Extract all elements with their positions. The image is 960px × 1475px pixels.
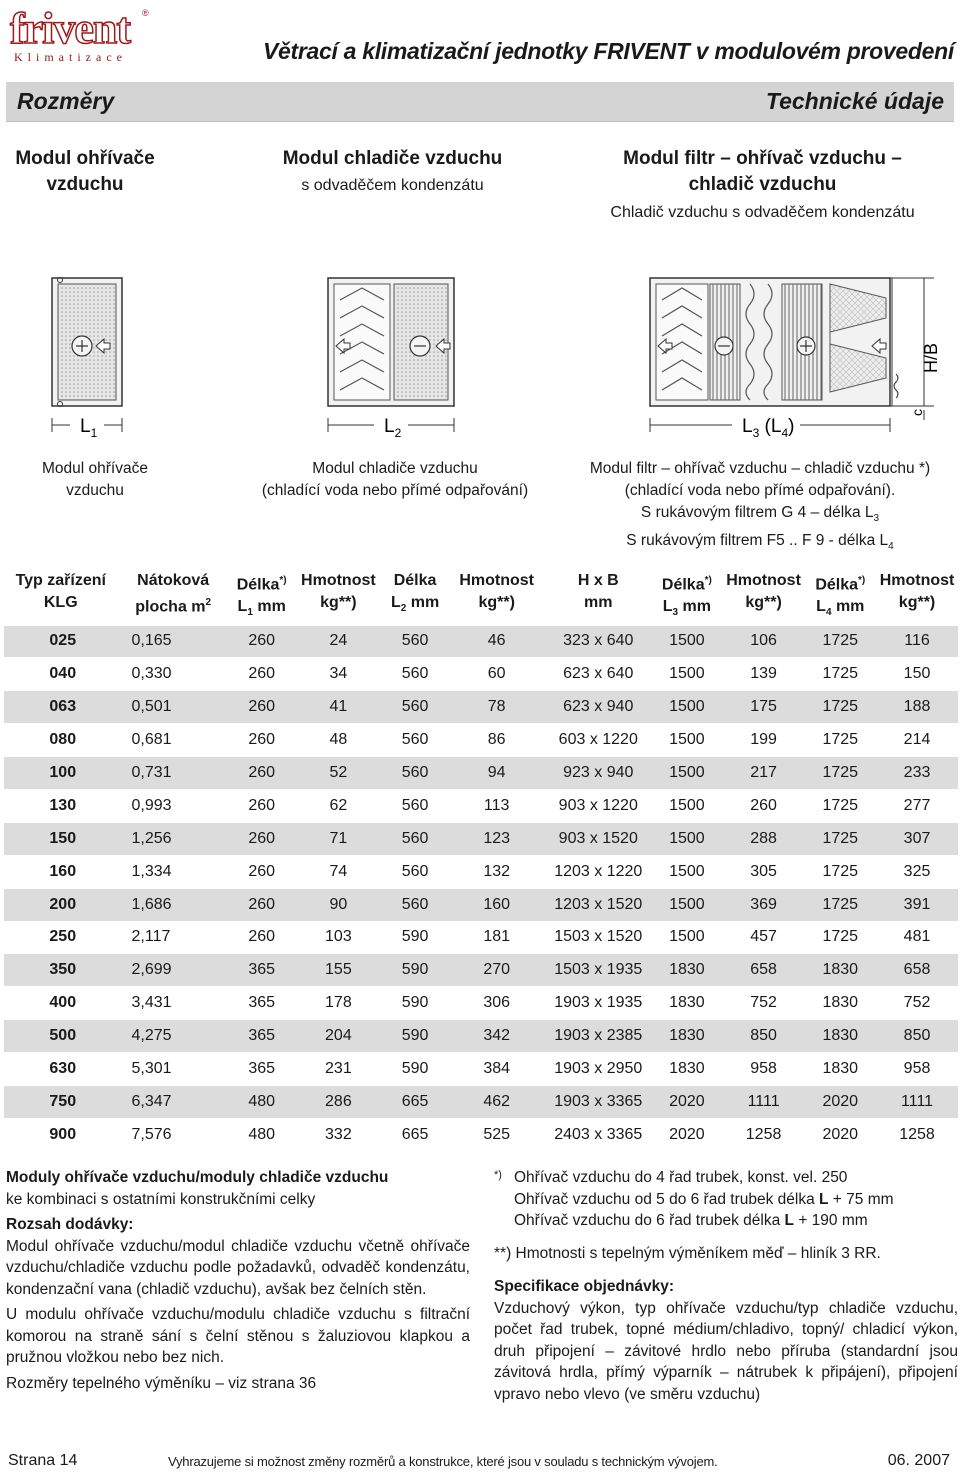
table-cell: 139 — [750, 665, 777, 683]
table-cell: 1500 — [651, 822, 723, 855]
row-type-cell: 350 — [4, 954, 118, 987]
table-row — [4, 954, 958, 987]
col-l4: Délka*) $L_4$ mm — [815, 575, 866, 619]
table-cell: 2403 x 3365 — [554, 1126, 643, 1144]
document-title: Větrací a klimatizační jednotky FRIVENT v modulovém provedení — [262, 38, 954, 64]
table-cell: 1830 — [822, 994, 859, 1012]
caption-heater-line2: vzduchu — [66, 482, 124, 499]
table-cell: 62 — [329, 796, 348, 814]
table-cell: 850 — [723, 1020, 805, 1053]
l3-l4-label: $L_3$ $(L_4)$ — [742, 416, 795, 440]
caption-combined-line4: S rukávovým filtrem F5 .. F 9 - délka $L_4$ — [626, 532, 894, 553]
table-cell: 365 — [248, 994, 276, 1012]
table-cell: 1500 — [669, 796, 705, 814]
module-1-heading — [0, 146, 170, 198]
table-cell: 106 — [723, 625, 805, 658]
table-row — [4, 1020, 958, 1053]
table-row — [4, 987, 958, 1020]
module-2-subtitle: s odvaděčem kondenzátu — [301, 177, 484, 194]
table-cell: 1500 — [651, 691, 723, 724]
scope-heading: Rozsah dodávky: — [6, 1216, 134, 1233]
table-cell: 1,334 — [131, 862, 172, 880]
table-cell: 1500 — [669, 665, 705, 683]
row-type-cell: 900 — [49, 1126, 77, 1144]
row-type-cell: 130 — [49, 796, 77, 814]
table-cell: 260 — [248, 731, 276, 749]
table-cell: 260 — [248, 862, 276, 880]
page-number: Strana 14 — [8, 1452, 78, 1469]
table-cell: 365 — [229, 954, 295, 987]
table-cell: 260 — [248, 796, 276, 814]
table-cell: 155 — [295, 954, 383, 987]
table-row — [4, 691, 958, 724]
section-title-right: Technické údaje — [765, 88, 944, 114]
table-cell: 132 — [483, 862, 511, 880]
table-cell: 1725 — [805, 822, 877, 855]
table-cell: 150 — [903, 665, 931, 683]
heater-module-drawing — [52, 278, 122, 407]
row-type-cell: 400 — [49, 994, 77, 1012]
table-cell: 903 x 1520 — [545, 822, 651, 855]
table-cell: 48 — [329, 731, 348, 749]
table-cell: 2020 — [822, 1126, 859, 1144]
table-cell: 5,301 — [131, 1060, 172, 1078]
table-row — [4, 888, 958, 921]
table-cell: 560 — [401, 862, 429, 880]
row-type-cell: 160 — [49, 862, 77, 880]
table-cell: 7,576 — [131, 1126, 172, 1144]
table-cell: 34 — [329, 665, 348, 683]
table-row — [4, 822, 958, 855]
table-cell: 923 x 940 — [545, 757, 651, 790]
table-cell: 1830 — [822, 1060, 859, 1078]
row-type-cell: 025 — [4, 625, 118, 658]
row-type-cell: 063 — [4, 691, 118, 724]
table-cell: 560 — [382, 757, 448, 790]
module-3-heading — [585, 146, 940, 198]
table-cell: 342 — [448, 1020, 546, 1053]
table-cell: 590 — [401, 928, 429, 946]
scope-paragraph-1: Modul ohřívače vzduchu/modul chladiče vzduchu včetně ohřívače vzduchu/chladiče vzduchu podle požadavků, odvaděč kondenzátu, kondenzační vana (chladič vzduchu), avšak bez čelních stěn. — [6, 1237, 470, 1298]
table-cell: 658 — [723, 954, 805, 987]
table-cell: 560 — [401, 665, 429, 683]
table-cell: 288 — [723, 822, 805, 855]
table-cell: 1725 — [805, 691, 877, 724]
table-body — [4, 625, 958, 1151]
table-cell: 24 — [295, 625, 383, 658]
table-cell: 365 — [248, 1060, 276, 1078]
table-row — [4, 658, 958, 691]
table-cell: 958 — [750, 1060, 777, 1078]
footnote-star-line1: Ohřívač vzduchu do 4 řad trubek, konst. vel. 250 — [514, 1169, 848, 1186]
table-cell: 123 — [448, 822, 546, 855]
cooler-module-drawing — [328, 278, 454, 406]
table-cell: 86 — [487, 731, 506, 749]
l1-label: $L_1$ — [80, 416, 98, 440]
col-weight-4: Hmotnost kg**) — [879, 572, 955, 611]
caption-combined-line1: Modul filtr – ohřívač vzduchu – chladič vzduchu *) — [589, 460, 931, 477]
table-cell: 113 — [483, 796, 510, 814]
table-cell: 260 — [229, 691, 295, 724]
brand-sub: Klimatizace — [14, 50, 127, 64]
table-row — [4, 1053, 958, 1086]
table-cell: 233 — [876, 757, 958, 790]
row-type-cell: 080 — [49, 731, 77, 749]
table-cell: 217 — [723, 757, 805, 790]
table-cell: 590 — [382, 954, 448, 987]
table-cell: 462 — [448, 1085, 546, 1118]
table-cell: 41 — [295, 691, 383, 724]
filter-heater-cooler-module-drawing — [650, 278, 941, 420]
table-row — [4, 921, 958, 954]
table-cell: 1500 — [669, 928, 705, 946]
table-cell: 1503 x 1520 — [554, 928, 643, 946]
row-type-cell: 630 — [49, 1060, 77, 1078]
col-weight-1: Hmotnost kg**) — [301, 572, 376, 611]
row-type-cell: 200 — [4, 888, 118, 921]
table-cell: 1500 — [669, 731, 705, 749]
table-row — [4, 1085, 958, 1118]
table-cell: 369 — [723, 888, 805, 921]
caption-combined-line3: S rukávovým filtrem G 4 – délka $L_3$ — [640, 504, 880, 525]
table-cell: 332 — [325, 1126, 352, 1144]
table-cell: 590 — [382, 1020, 448, 1053]
table-cell: 1111 — [876, 1085, 958, 1118]
table-header-row — [4, 566, 958, 625]
table-cell: 6,347 — [118, 1085, 229, 1118]
table-cell: 60 — [487, 665, 506, 683]
table-cell: 1830 — [669, 994, 705, 1012]
table-cell: 560 — [382, 888, 448, 921]
table-cell: 560 — [382, 691, 448, 724]
table-cell: 260 — [229, 757, 295, 790]
footnote-double-star: **) Hmotnosti s tepelným výměníkem měď – hliník 3 RR. — [494, 1244, 881, 1262]
table-cell: 306 — [483, 994, 511, 1012]
table-cell: 1503 x 1935 — [545, 954, 651, 987]
table-cell: 481 — [903, 928, 931, 946]
scope-paragraph-3: Rozměry tepelného výměníku – viz strana 36 — [6, 1374, 317, 1392]
table-cell: 752 — [903, 994, 931, 1012]
row-type-cell: 100 — [4, 757, 118, 790]
table-cell: 1203 x 1220 — [554, 862, 643, 880]
table-cell: 590 — [401, 994, 429, 1012]
table-row — [4, 724, 958, 757]
caption-heater — [0, 458, 190, 502]
table-cell: 160 — [448, 888, 546, 921]
notes-right — [494, 1167, 958, 1405]
table-cell: 1500 — [651, 625, 723, 658]
brand-name: frivent — [10, 4, 131, 53]
module-3-title-line2: chladič vzduchu — [688, 174, 837, 195]
section-title-left: Rozměry — [17, 88, 115, 114]
table-cell: 560 — [401, 731, 429, 749]
caption-combined-line2: (chladící voda nebo přímé odpařování). — [624, 482, 896, 499]
table-cell: 94 — [448, 757, 546, 790]
table-cell: 2,117 — [131, 928, 171, 946]
table-cell: 175 — [723, 691, 805, 724]
footnote-star-line2: Ohřívač vzduchu od 5 do 6 řad trubek délka L + 75 mm — [514, 1190, 894, 1208]
table-cell: 325 — [903, 862, 931, 880]
table-cell: 90 — [295, 888, 383, 921]
col-weight-3: Hmotnost kg**) — [726, 572, 801, 611]
col-l2: Délka $L_2$ mm — [390, 572, 440, 615]
table-cell: 658 — [876, 954, 958, 987]
row-type-cell: 750 — [4, 1085, 118, 1118]
table-cell: 1830 — [669, 1060, 705, 1078]
table-cell: 1500 — [669, 862, 705, 880]
footnote-star — [494, 1167, 958, 1232]
notes-left — [6, 1167, 470, 1398]
table-cell: 78 — [448, 691, 546, 724]
col-area: Nátoková plocha $m^2$ — [135, 572, 212, 616]
footnote-star-line3: Ohřívač vzduchu do 6 řad trubek délka L + 190 mm — [514, 1212, 868, 1229]
row-type-cell: 040 — [49, 665, 77, 683]
table-cell: 1,256 — [118, 822, 229, 855]
row-type-cell: 500 — [4, 1020, 118, 1053]
table-cell: 590 — [401, 1060, 429, 1078]
table-cell: 480 — [229, 1085, 295, 1118]
module-1-title-line2: vzduchu — [46, 174, 124, 195]
footnote-star-mark: *) — [494, 1169, 502, 1181]
row-type-cell: 250 — [49, 928, 77, 946]
table-cell: 260 — [248, 665, 276, 683]
table-cell: 1725 — [822, 862, 859, 880]
caption-cooler — [230, 458, 560, 502]
notes-left-subheading: ke kombinaci s ostatními konstrukčními celky — [6, 1190, 316, 1208]
table-cell: 277 — [903, 796, 931, 814]
table-cell: 391 — [876, 888, 958, 921]
table-cell: 1725 — [805, 757, 877, 790]
caption-cooler-line1: Modul chladiče vzduchu — [312, 460, 478, 477]
table-row — [4, 757, 958, 790]
module-2-heading — [240, 146, 545, 172]
caption-heater-line1: Modul ohřívače — [42, 460, 148, 477]
table-cell: 1903 x 3365 — [545, 1085, 651, 1118]
module-1-title-line1: Modul ohřívače — [15, 148, 155, 169]
table-cell: 560 — [382, 625, 448, 658]
caption-combined — [560, 458, 960, 558]
table-cell: 52 — [295, 757, 383, 790]
section-bar — [6, 82, 954, 122]
table-cell: 1830 — [651, 954, 723, 987]
table-cell: 665 — [401, 1126, 429, 1144]
table-cell: 178 — [325, 994, 352, 1012]
table-cell: 457 — [750, 928, 777, 946]
table-row — [4, 625, 958, 658]
table-cell: 1830 — [651, 1020, 723, 1053]
table-cell: 0,993 — [131, 796, 172, 814]
table-cell: 1725 — [805, 625, 877, 658]
table-cell: 2020 — [805, 1085, 877, 1118]
table-row — [4, 1118, 958, 1151]
table-cell: 1500 — [651, 888, 723, 921]
table-cell: 1903 x 1935 — [554, 994, 643, 1012]
module-3-title-line1: Modul filtr – ohřívač vzduchu – — [623, 148, 902, 169]
table-cell: 116 — [876, 625, 958, 658]
table-cell: 525 — [483, 1126, 511, 1144]
table-cell: 623 x 640 — [563, 665, 634, 683]
module-drawings — [0, 270, 960, 450]
table-cell: 188 — [876, 691, 958, 724]
table-cell: 1725 — [822, 665, 859, 683]
table-cell: 850 — [876, 1020, 958, 1053]
table-cell: 1,686 — [118, 888, 229, 921]
table-cell: 270 — [448, 954, 546, 987]
table-cell: 1725 — [822, 796, 859, 814]
table-cell: 2020 — [669, 1126, 705, 1144]
table-cell: 103 — [325, 928, 352, 946]
table-cell: 181 — [483, 928, 511, 946]
table-cell: 1111 — [723, 1085, 805, 1118]
table-cell: 1258 — [899, 1126, 935, 1144]
table-cell: 260 — [229, 625, 295, 658]
col-hxb: H x B mm — [577, 572, 619, 611]
table-cell: 305 — [750, 862, 777, 880]
table-cell: 623 x 940 — [545, 691, 651, 724]
order-spec-heading: Specifikace objednávky: — [494, 1278, 675, 1295]
table-cell: 560 — [401, 796, 429, 814]
table-cell: 752 — [750, 994, 777, 1012]
brand-reg: ® — [142, 8, 149, 18]
footer-disclaimer: Vyhrazujeme si možnost změny rozměrů a konstrukce, které jsou v souladu s technickým vývojem. — [168, 1454, 718, 1469]
height-width-label: H/B — [921, 342, 941, 374]
notes-left-heading: Moduly ohřívače vzduchu/moduly chladiče vzduchu — [6, 1169, 389, 1186]
table-cell: 4,275 — [118, 1020, 229, 1053]
table-cell: 603 x 1220 — [558, 731, 638, 749]
table-cell: 1500 — [651, 757, 723, 790]
col-type: Typ zařízení KLG — [15, 572, 106, 611]
table-cell: 260 — [229, 888, 295, 921]
table-cell: 384 — [483, 1060, 511, 1078]
module-3-subtitle: Chladič vzduchu s odvaděčem kondenzátu — [610, 204, 915, 221]
table-cell: 0,731 — [118, 757, 229, 790]
table-cell: 560 — [382, 822, 448, 855]
table-cell: 260 — [229, 822, 295, 855]
col-l3: Délka*) $L_3$ mm — [661, 575, 712, 619]
table-cell: 665 — [382, 1085, 448, 1118]
table-cell: 71 — [295, 822, 383, 855]
table-cell: 260 — [248, 928, 276, 946]
table-cell: 1830 — [805, 954, 877, 987]
col-l1: Délka*) $L_1$ mm — [236, 575, 287, 619]
table-cell: 1725 — [822, 928, 859, 946]
table-cell: 260 — [750, 796, 777, 814]
table-cell: 365 — [229, 1020, 295, 1053]
table-cell: 1725 — [805, 888, 877, 921]
table-cell: 2,699 — [118, 954, 229, 987]
table-cell: 286 — [295, 1085, 383, 1118]
footer-date: 06. 2007 — [887, 1452, 950, 1469]
table-cell: 903 x 1220 — [558, 796, 638, 814]
caption-cooler-line2: (chladící voda nebo přímé odpařování) — [261, 482, 529, 499]
table-cell: 2020 — [651, 1085, 723, 1118]
table-cell: 0,330 — [131, 665, 172, 683]
table-cell: 1903 x 2385 — [545, 1020, 651, 1053]
table-cell: 46 — [448, 625, 546, 658]
table-cell: 214 — [903, 731, 931, 749]
table-cell: 3,431 — [131, 994, 172, 1012]
module-2-title: Modul chladiče vzduchu — [282, 148, 503, 169]
table-cell: 1903 x 2950 — [554, 1060, 643, 1078]
scope-paragraph-2: U modulu ohřívače vzduchu/modulu chladiče vzduchu s filtrační komorou na straně sání s čelní stěnou s žaluziovou klapkou a pružnou vložkou nebo bez nich. — [6, 1306, 470, 1366]
brand-logo — [4, 4, 154, 64]
table-cell: 1830 — [805, 1020, 877, 1053]
table-row — [4, 855, 958, 888]
table-cell: 480 — [248, 1126, 276, 1144]
table-cell: 231 — [325, 1060, 352, 1078]
table-cell: 0,501 — [118, 691, 229, 724]
table-cell: 0,681 — [131, 731, 172, 749]
table-cell: 323 x 640 — [545, 625, 651, 658]
order-spec-paragraph: Vzduchový výkon, typ ohřívače vzduchu/typ chladiče vzduchu, počet řad trubek, topné médium/chladivo, topný/ chladicí výkon, druh připojení – závitové hrdlo nebo příruba (standardní jsou závitová hrdla, přímý výparník – nátrubek k připájení), připojení vpravo nebo vlevo (ve směru vzduchu) — [494, 1299, 958, 1403]
table-cell: 199 — [750, 731, 777, 749]
table-row — [4, 789, 958, 822]
table-cell: 204 — [295, 1020, 383, 1053]
row-type-cell: 150 — [4, 822, 118, 855]
table-cell: 74 — [329, 862, 348, 880]
table-cell: 1258 — [745, 1126, 782, 1144]
table-cell: 1725 — [822, 731, 859, 749]
col-weight-2: Hmotnost kg**) — [459, 572, 534, 611]
table-cell: 307 — [876, 822, 958, 855]
c-dimension-label: c — [909, 409, 925, 416]
table-cell: 0,165 — [118, 625, 229, 658]
table-cell: 958 — [903, 1060, 931, 1078]
dimensions-table — [4, 566, 958, 1151]
l2-label: $L_2$ — [384, 416, 402, 440]
table-cell: 1203 x 1520 — [545, 888, 651, 921]
